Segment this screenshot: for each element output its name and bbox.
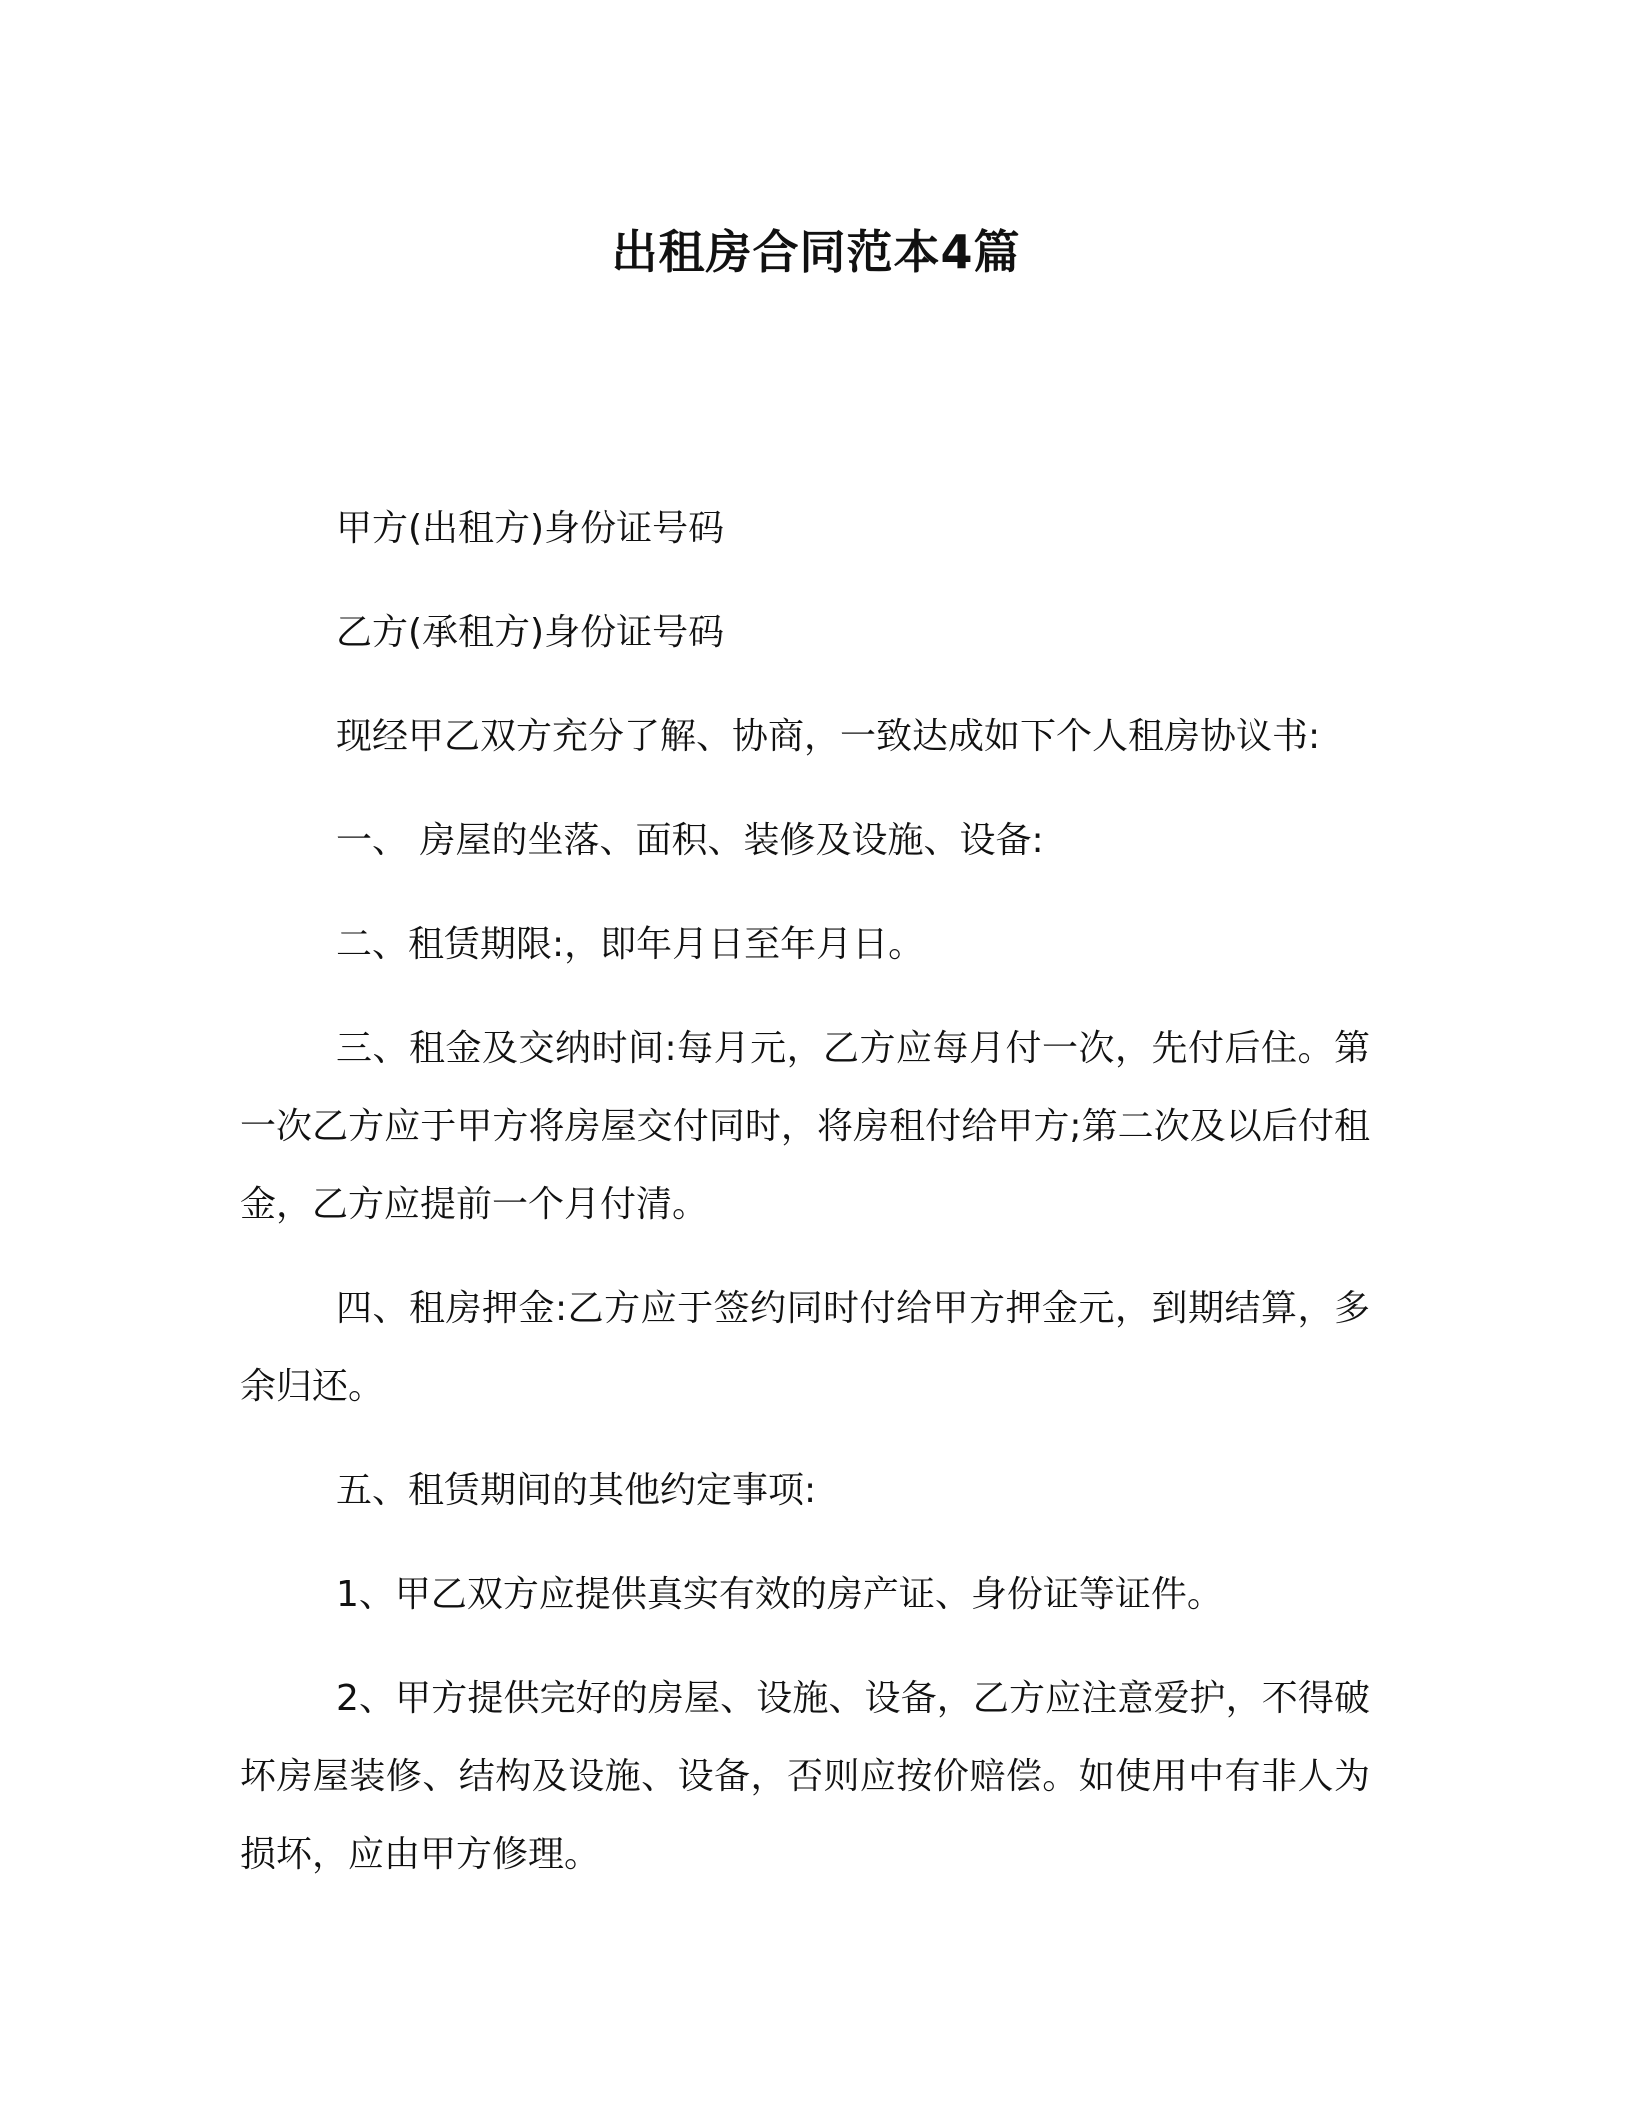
paragraph-item-1: 1、甲乙双方应提供真实有效的房产证、身份证等证件。 — [336, 1574, 1223, 1615]
paragraph-clause-5: 五、租赁期间的其他约定事项: — [336, 1470, 817, 1511]
paragraph-clause-3: 三、租金及交纳时间:每月元，乙方应每月付一次，先付后住。第一次乙方应于甲方将房屋交付同时，将房租付给甲方;第二次及以后付租金，乙方应提前一个月付清。 — [240, 1028, 1370, 1225]
paragraph-party-a: 甲方(出租方)身份证号码 — [336, 508, 725, 549]
paragraph-clause-4: 四、租房押金:乙方应于签约同时付给甲方押金元，到期结算，多余归还。 — [240, 1288, 1370, 1407]
paragraph-agreement-intro: 现经甲乙双方充分了解、协商，一致达成如下个人租房协议书: — [336, 716, 1321, 757]
paragraph-item-2: 2、甲方提供完好的房屋、设施、设备，乙方应注意爱护，不得破坏房屋装修、结构及设施、设备，否则应按价赔偿。如使用中有非人为损坏，应由甲方修理。 — [240, 1678, 1370, 1875]
paragraph-party-b: 乙方(承租方)身份证号码 — [336, 612, 725, 653]
document-title: 出租房合同范本4篇 — [611, 225, 1021, 279]
document-body — [240, 490, 1370, 1920]
paragraph-clause-1: 一、 房屋的坐落、面积、装修及设施、设备: — [336, 820, 1044, 861]
paragraph-clause-2: 二、租赁期限:，即年月日至年月日。 — [336, 924, 925, 965]
